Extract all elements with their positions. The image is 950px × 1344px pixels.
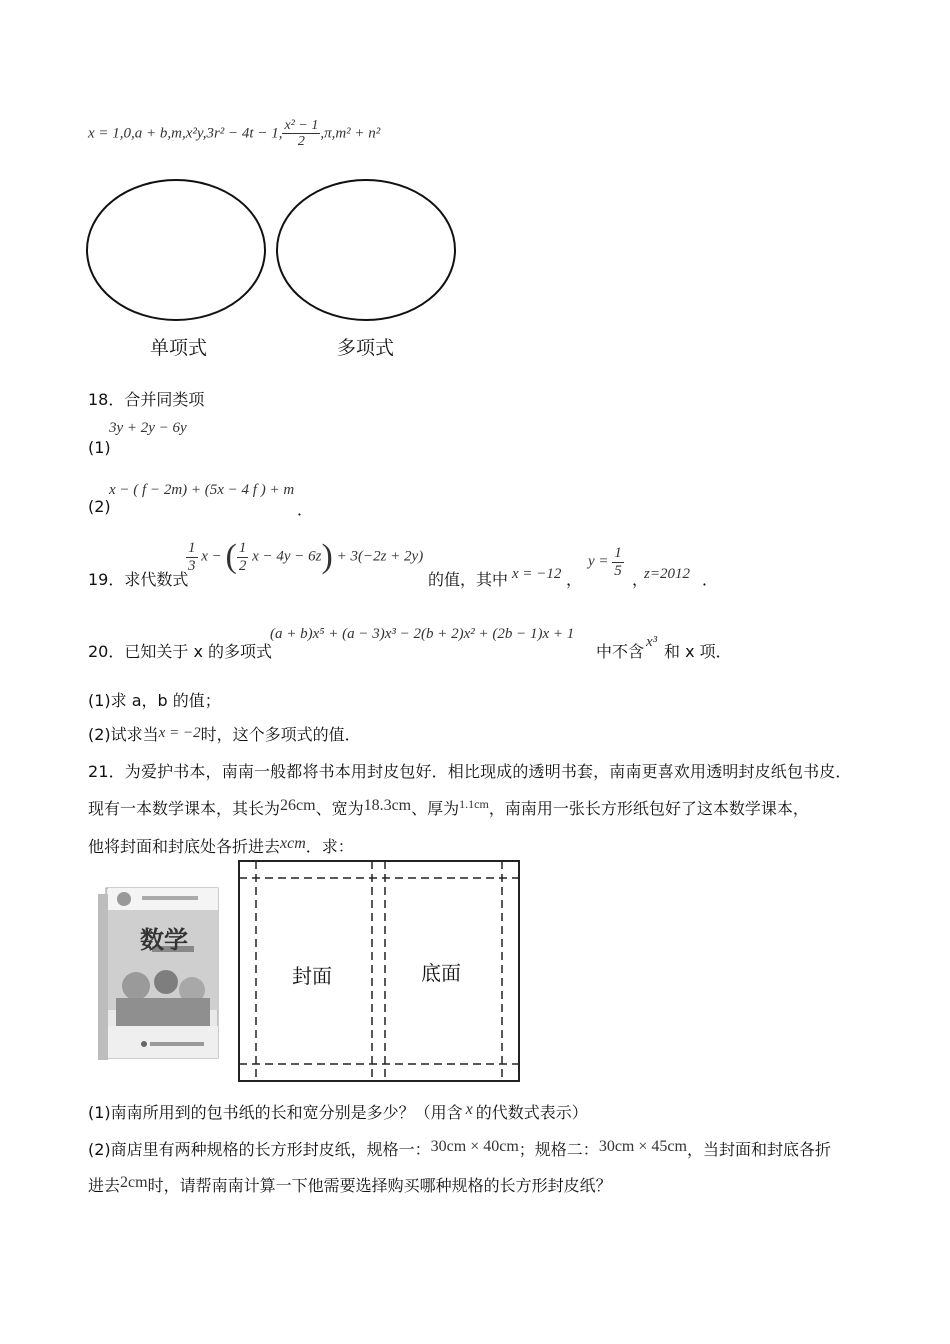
q18-part2-end: ． [297,500,314,519]
cover-paper-outline [239,861,519,1081]
polynomial-circle [277,180,455,320]
book-thickness: 1.1cm [459,797,489,811]
q19-mid-text: 的值，其中 [428,570,509,589]
fraction-one-third: $\frac{1}{3}$ [188,540,196,574]
polynomial-label: 多项式 [337,337,395,359]
expression-list [88,118,380,150]
q21-part1: (1)南南所用到的包书纸的长和宽分别是多少？（用含 x 的代数式表示） [88,1101,588,1122]
fraction-one-half: $\frac{1}{2}$ [238,540,247,574]
q19-z-condition: z=2012 [644,566,690,582]
expression-list-head: x = 1,0,a + b,m,x²y,3r² − 4t − 1, [88,125,283,142]
q21-line3: 他将封面和封底处各折进去xcm．求： [88,835,354,856]
fraction-x2-minus-1-over-2: $\frac{\text{x² − 1}}{2}$ [284,118,319,150]
big-left-paren: ( [225,538,237,575]
q19-x-condition: x = −12 [512,566,562,582]
classification-circles [84,176,460,326]
q21-line1: 21．为爱护书本，南南一般都将书本用封皮包好．相比现成的透明书套，南南更喜欢用透明封皮纸包书皮． [88,762,852,781]
q18-part2-expression: x − ( f − 2m) + (5x − 4 f ) + m [109,482,295,498]
spec-two: 30cm × 45cm [598,1138,687,1155]
q21-part2-line1: (2)商店里有两种规格的长方形封皮纸，规格一：30cm × 40cm；规格二：30cm × 45cm，当封面和封底各折 [88,1138,831,1159]
expression-list-tail: ,π,m² + n² [320,125,381,142]
monomial-circle [87,180,265,320]
book-cover-diagram [238,860,520,1084]
q19-end: ． [702,570,719,589]
q18-title: 18．合并同类项 [88,390,205,409]
book-title: 数学 [140,926,188,954]
q20-part1: (1)求 a，b 的值； [88,691,221,710]
q18-part1-expression: 3y + 2y − 6y [109,420,187,436]
q20-x-value: x = −2 [158,725,201,741]
q21-line2: 现有一本数学课本，其长为26cm、宽为18.3cm、厚为$^{1.1cm}$，南南用一张长方形纸包好了这本数学课本， [88,797,809,818]
big-right-paren: ) [321,538,333,575]
q20-prefix: 20．已知关于 x 的多项式 [88,642,273,661]
variable-x: x [465,1101,473,1118]
math-textbook-image [96,886,220,1064]
q19-comma-2: ， [632,570,649,589]
textbook-drawing [96,886,220,1064]
q19-y-condition: y = $\frac{1}{5}$ [588,545,622,579]
monomial-label: 单项式 [150,337,208,359]
q20-term-x3: x³ [646,634,658,650]
q20-polynomial: (a + b)x⁵ + (a − 3)x³ − 2(b + 2)x² + (2b − 1)x + 1 [270,626,575,642]
q19-prefix: 19．求代数式 [88,570,189,589]
q20-part2: (2)试求当x = −2时，这个多项式的值． [88,725,361,744]
spec-one: 30cm × 40cm [430,1138,519,1155]
fraction-one-fifth: $\frac{1}{5}$ [614,545,622,579]
q21-part2-line2: 进去2cm时，请帮南南计算一下他需要选择购买哪种规格的长方形封皮纸？ [88,1174,612,1195]
back-label: 底面 [421,961,461,985]
q20-suffix: 和 x 项． [664,642,732,661]
q18-part1-label: (1) [88,438,111,457]
book-width: 18.3cm [363,797,412,814]
q18-part2-label: (2) [88,497,111,516]
q20-mid-text: 中不含 [596,642,645,661]
fold-width-x: xcm [280,835,306,852]
q19-expression: $\frac{1}{3}$ x − ( $\frac{1}{2}$ x − 4y − 6z) + 3(−2z + 2y) [188,538,424,575]
book-length: 26cm [280,797,316,814]
q19-comma-1: ， [566,570,583,589]
cover-label: 封面 [292,964,332,988]
fold-2cm: 2cm [120,1174,148,1191]
